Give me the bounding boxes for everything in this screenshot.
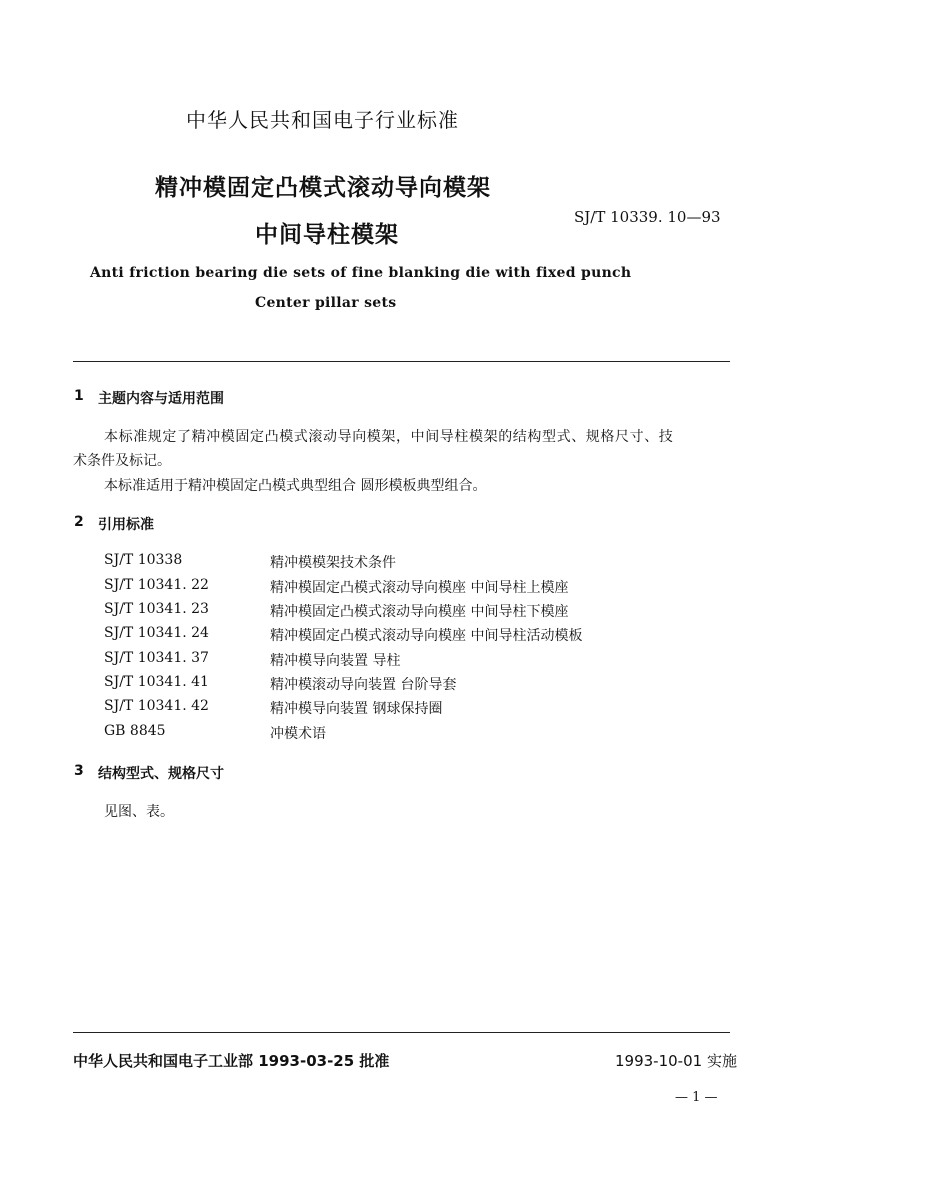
ref-title: 精冲模导向装置 导柱 [270,653,401,669]
section-3-title: 结构型式、规格尺寸 [98,766,224,782]
document-title-line2: 中间导柱模架 [255,222,399,248]
ref-title: 精冲模固定凸模式滚动导向模座 中间导柱活动模板 [270,628,583,644]
document-title-line1: 精冲模固定凸模式滚动导向模架 [155,175,491,201]
ref-title: 精冲模导向装置 钢球保持圈 [270,701,443,717]
ref-code: SJ/T 10338 [104,552,183,568]
ref-title: 精冲模滚动导向装置 台阶导套 [270,677,457,693]
section-2-title: 引用标准 [98,517,154,533]
section-1-para2: 本标准适用于精冲模固定凸模式典型组合 圆形模板典型组合。 [104,478,487,494]
ref-code: SJ/T 10341. 37 [104,650,209,666]
section-3-para: 见图、表。 [104,804,174,820]
section-1-title: 主题内容与适用范围 [98,391,224,407]
section-1-para1-line1: 本标准规定了精冲模固定凸模式滚动导向模架，中间导柱模架的结构型式、规格尺寸、技 [104,429,674,445]
section-1-para1-line2: 术条件及标记。 [73,453,171,469]
ref-code: GB 8845 [104,723,166,739]
english-title-line2: Center pillar sets [255,295,397,311]
ref-code: SJ/T 10341. 41 [104,674,209,690]
footer-divider [73,1032,730,1033]
section-3-number: 3 [74,763,84,779]
issuing-standard-category: 中华人民共和国电子行业标准 [186,108,459,132]
standard-code: SJ/T 10339. 10—93 [574,208,721,226]
ref-code: SJ/T 10341. 22 [104,577,209,593]
ref-code: SJ/T 10341. 24 [104,625,209,641]
header-divider [73,361,730,362]
issuer-approval: 中华人民共和国电子工业部 1993-03-25 批准 [73,1052,390,1070]
english-title-line1: Anti friction bearing die sets of fine blanking die with fixed punch [90,265,632,281]
section-1-number: 1 [74,388,84,404]
effective-date: 1993-10-01 实施 [615,1052,737,1070]
ref-code: SJ/T 10341. 42 [104,698,209,714]
section-2-number: 2 [74,514,84,530]
ref-title: 冲模术语 [270,726,326,742]
ref-code: SJ/T 10341. 23 [104,601,209,617]
ref-title: 精冲模模架技术条件 [270,555,396,571]
page-number: — 1 — [675,1090,718,1105]
ref-title: 精冲模固定凸模式滚动导向模座 中间导柱上模座 [270,580,569,596]
ref-title: 精冲模固定凸模式滚动导向模座 中间导柱下模座 [270,604,569,620]
